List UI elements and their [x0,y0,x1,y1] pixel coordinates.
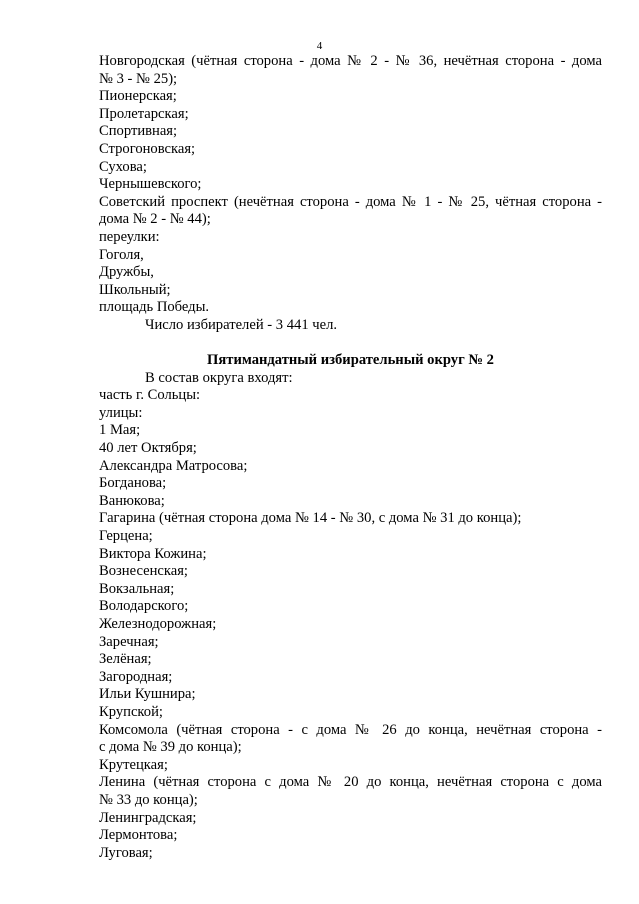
text-line: Герцена; [99,528,153,545]
text-line: Железнодорожная; [99,616,217,632]
text-line: Гагарина (чётная сторона дома № 14 - № 30, с дома № 31 до конца); [99,510,522,527]
text-line: Новгородская (чётная сторона - дома № 2 - № 36, нечётная сторона - дома [99,53,602,69]
text-line: Ванюкова; [99,492,165,509]
text-line: Луговая; [99,844,153,861]
text-line: № 33 до конца); [99,791,198,808]
section2-street-list [99,387,602,862]
text-line: Крупской; [99,703,163,720]
voter-count: Число избирателей - 3 441 чел. [145,316,338,333]
text-line: Вознесенская; [99,563,188,580]
text-line: Виктора Кожина; [99,545,207,562]
section-gap [99,335,602,353]
text-line: Дружбы, [99,264,154,281]
text-line: Пролетарская; [99,105,189,122]
text-line: Загородная; [99,668,173,685]
text-line: Ильи Кушнира; [99,686,196,703]
text-line: Заречная; [99,633,159,650]
text-line: Богданова; [99,475,167,492]
text-line: улицы: [99,404,143,421]
page-number: 4 [316,40,323,52]
text-line: Зелёная; [99,651,152,668]
text-line: Комсомола (чётная сторона - с дома № 26 до конца, нечётная сторона - [99,721,602,738]
text-line: Лермонтова; [99,827,178,844]
section1-street-list [99,53,602,317]
text-line: Советский проспект (нечётная сторона - дома № 1 - № 25, чётная сторона - [99,193,602,210]
text-line: 1 Мая; [99,422,141,439]
text-line: часть г. Сольцы: [99,387,201,404]
text-line: 40 лет Октября; [99,440,197,457]
district-intro: В состав округа входят: [145,369,293,386]
text-line: дома № 2 - № 44); [99,211,211,228]
document-body [99,53,602,862]
text-line: Спортивная; [99,123,178,140]
text-line: Ленинградская; [99,809,197,826]
text-line: с дома № 39 до конца); [99,739,242,756]
text-line: Володарского; [99,598,189,615]
text-line: Ленина (чётная сторона с дома № 20 до конца, нечётная сторона с дома [99,774,602,791]
text-line: Чернышевского; [99,176,202,193]
district-heading: Пятимандатный избирательный округ № 2 [207,352,494,369]
text-line: переулки: [99,228,160,245]
text-line: № 3 - № 25); [99,70,178,87]
text-line: Сухова; [99,158,147,175]
text-line: Александра Матросова; [99,457,248,474]
text-line: Гоголя, [99,246,144,263]
text-line: Школьный; [99,281,171,298]
text-line: Пионерская; [99,88,177,105]
text-line: Вокзальная; [99,580,175,597]
text-line: Крутецкая; [99,756,168,773]
text-line: Строгоновская; [99,140,196,157]
text-line: площадь Победы. [99,299,210,316]
